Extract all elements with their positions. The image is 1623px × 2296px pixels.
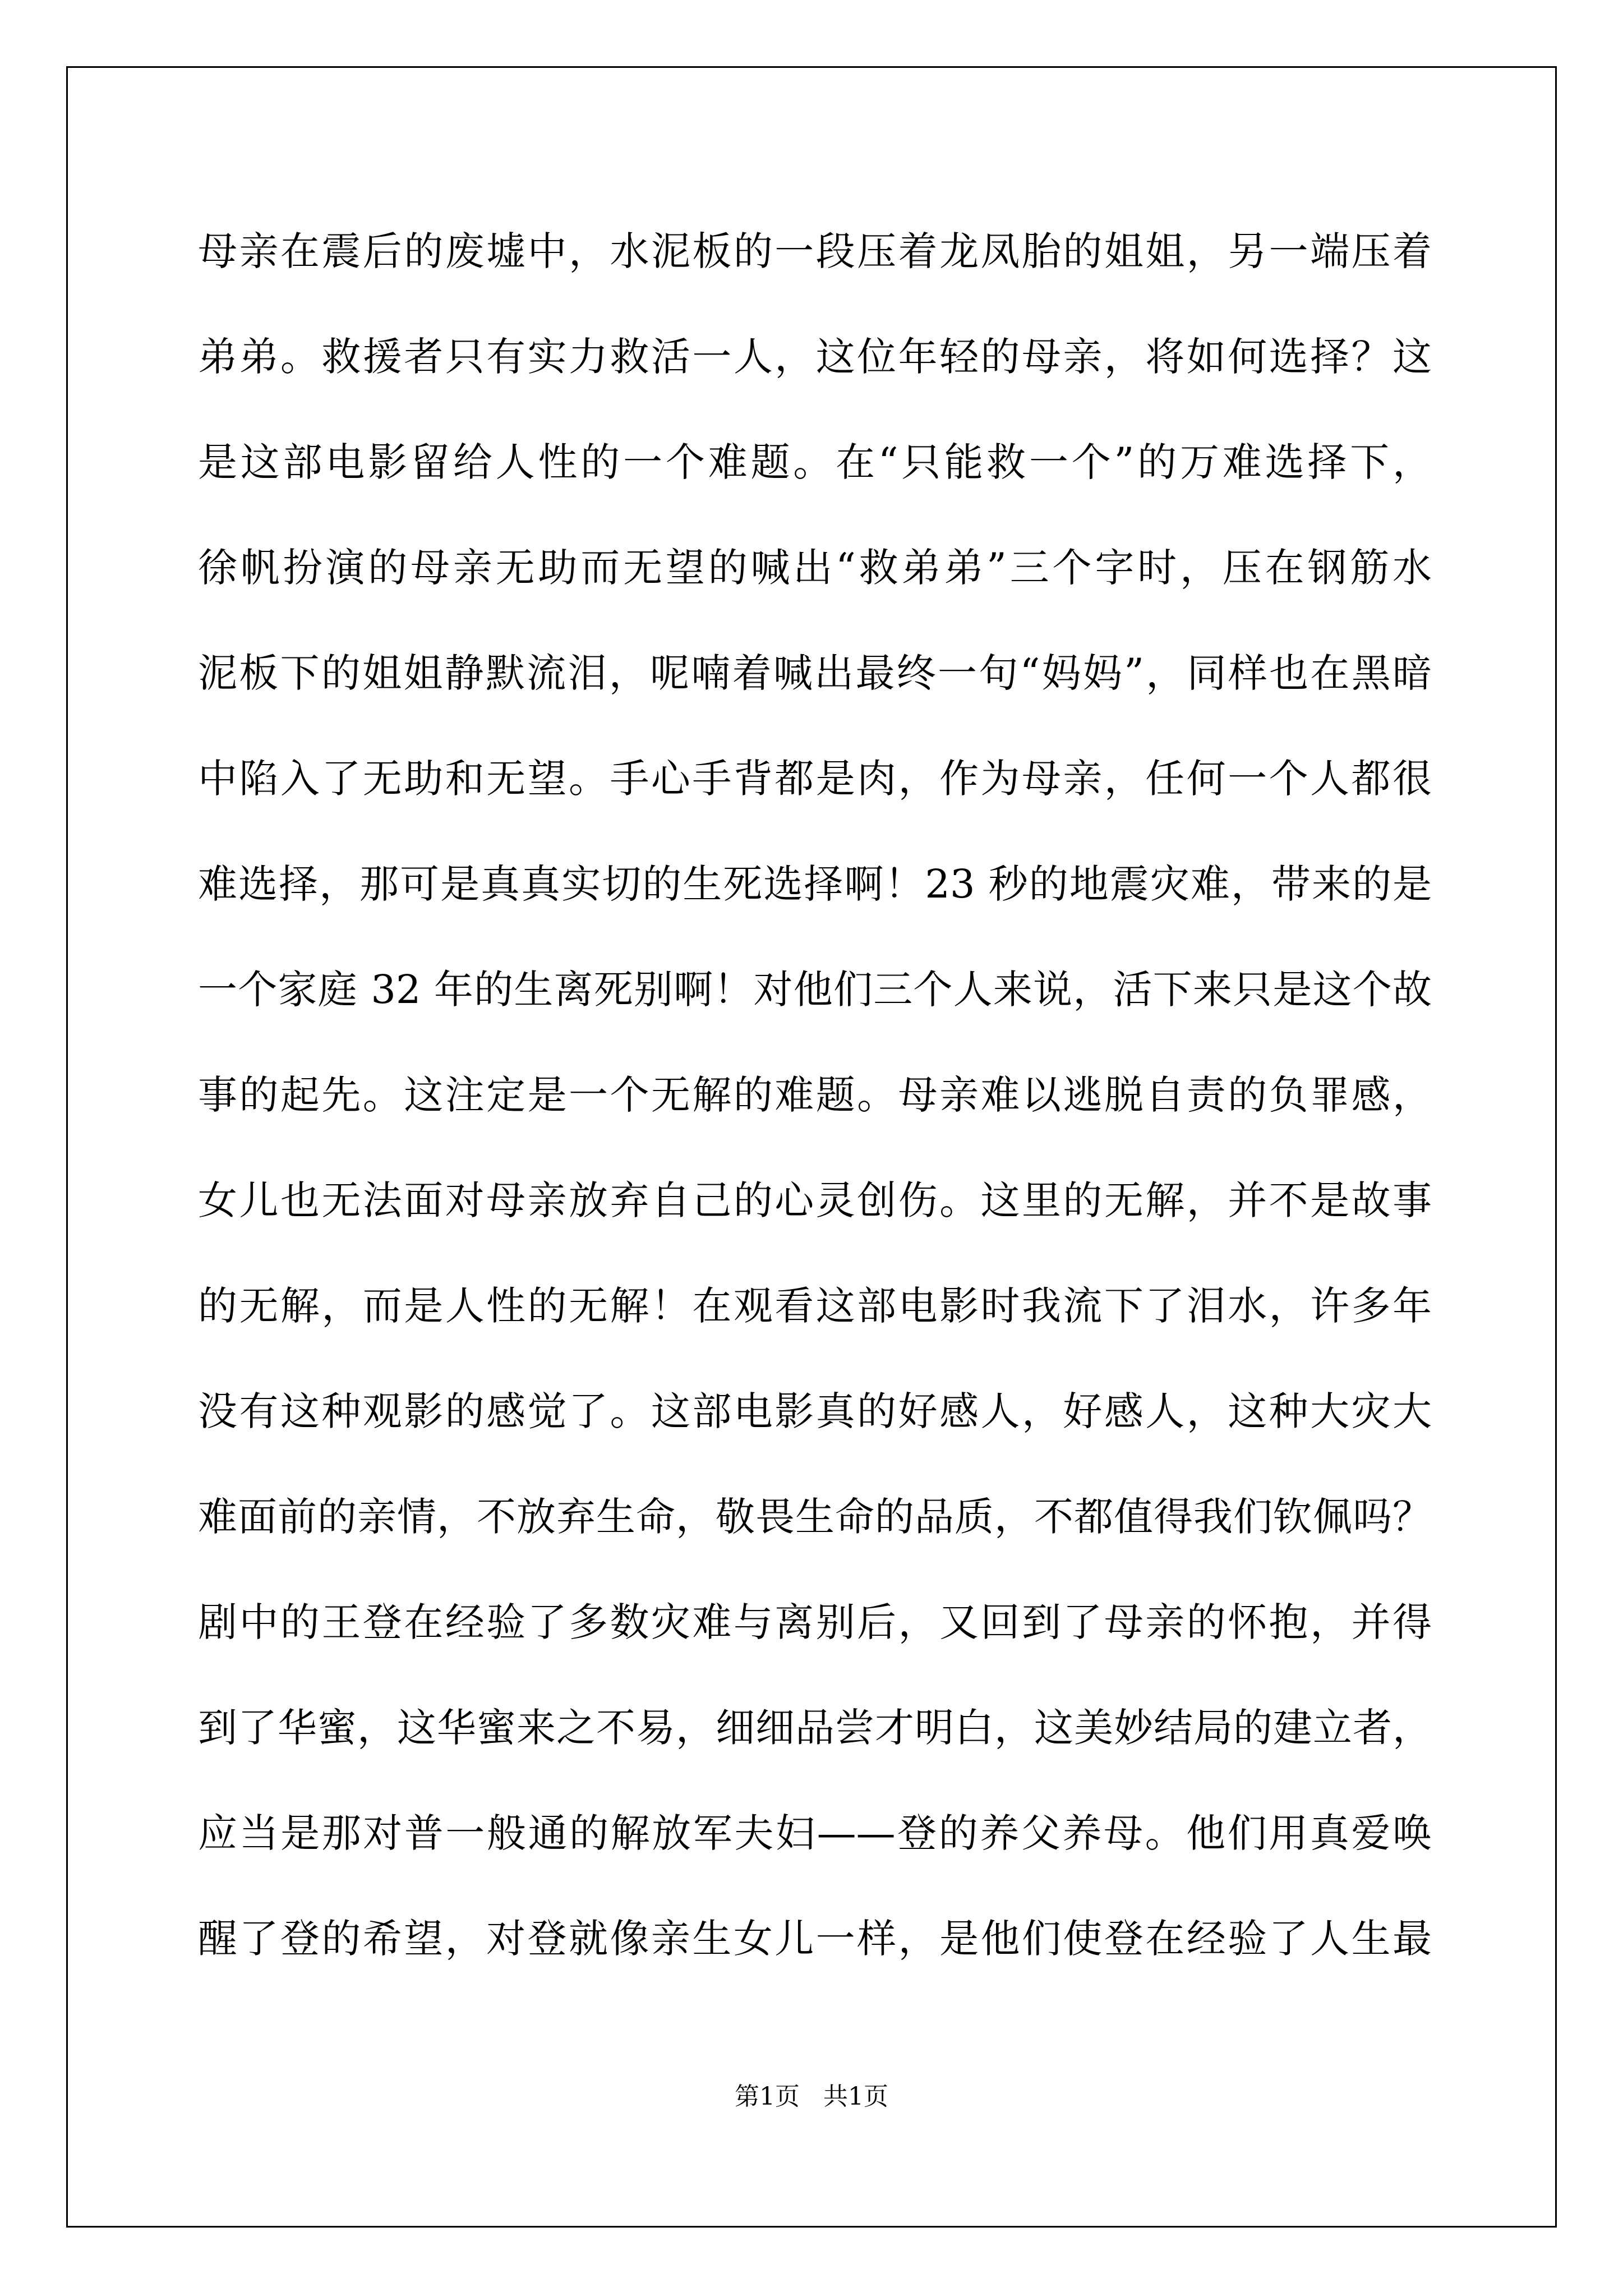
- text-line: 徐帆扮演的母亲无助而无望的喊出“救弟弟”三个字时，压在钢筋水: [198, 545, 1432, 591]
- text-line: 没有这种观影的感觉了。这部电影真的好感人，好感人，这种大灾大: [198, 1388, 1432, 1434]
- text-line: 醒了登的希望，对登就像亲生女儿一样，是他们使登在经验了人生最: [198, 1916, 1432, 1962]
- text-line: 泥板下的姐姐静默流泪，呢喃着喊出最终一句“妈妈”，同样也在黑暗: [198, 650, 1432, 696]
- text-line: 到了华蜜，这华蜜来之不易，细细品尝才明白，这美妙结局的建立者，: [198, 1705, 1432, 1751]
- text-line: 难面前的亲情，不放弃生命，敬畏生命的品质，不都值得我们钦佩吗？: [198, 1494, 1432, 1540]
- text-line: 母亲在震后的废墟中，水泥板的一段压着龙凤胎的姐姐，另一端压着: [198, 228, 1432, 274]
- text-line: 应当是那对普一般通的解放军夫妇——登的养父养母。他们用真爱唤: [198, 1810, 1432, 1856]
- text-line: 事的起先。这注定是一个无解的难题。母亲难以逃脱自责的负罪感，: [198, 1072, 1432, 1118]
- text-line: 中陷入了无助和无望。手心手背都是肉，作为母亲，任何一个人都很: [198, 756, 1432, 802]
- text-line: 难选择，那可是真真实切的生死选择啊！23 秒的地震灾难，带来的是: [198, 861, 1432, 907]
- text-line: 弟弟。救援者只有实力救活一人，这位年轻的母亲，将如何选择？这: [198, 334, 1432, 380]
- text-line: 是这部电影留给人性的一个难题。在“只能救一个”的万难选择下，: [198, 439, 1432, 485]
- body-text: [198, 218, 1432, 2010]
- text-line: 女儿也无法面对母亲放弃自己的心灵创伤。这里的无解，并不是故事: [198, 1177, 1432, 1223]
- text-line: 一个家庭 32 年的生离死别啊！对他们三个人来说，活下来只是这个故: [198, 967, 1432, 1013]
- page-number-footer: 第1页 共1页: [735, 2082, 888, 2111]
- text-line: 的无解，而是人性的无解！在观看这部电影时我流下了泪水，许多年: [198, 1283, 1432, 1329]
- text-line: 剧中的王登在经验了多数灾难与离别后，又回到了母亲的怀抱，并得: [198, 1599, 1432, 1645]
